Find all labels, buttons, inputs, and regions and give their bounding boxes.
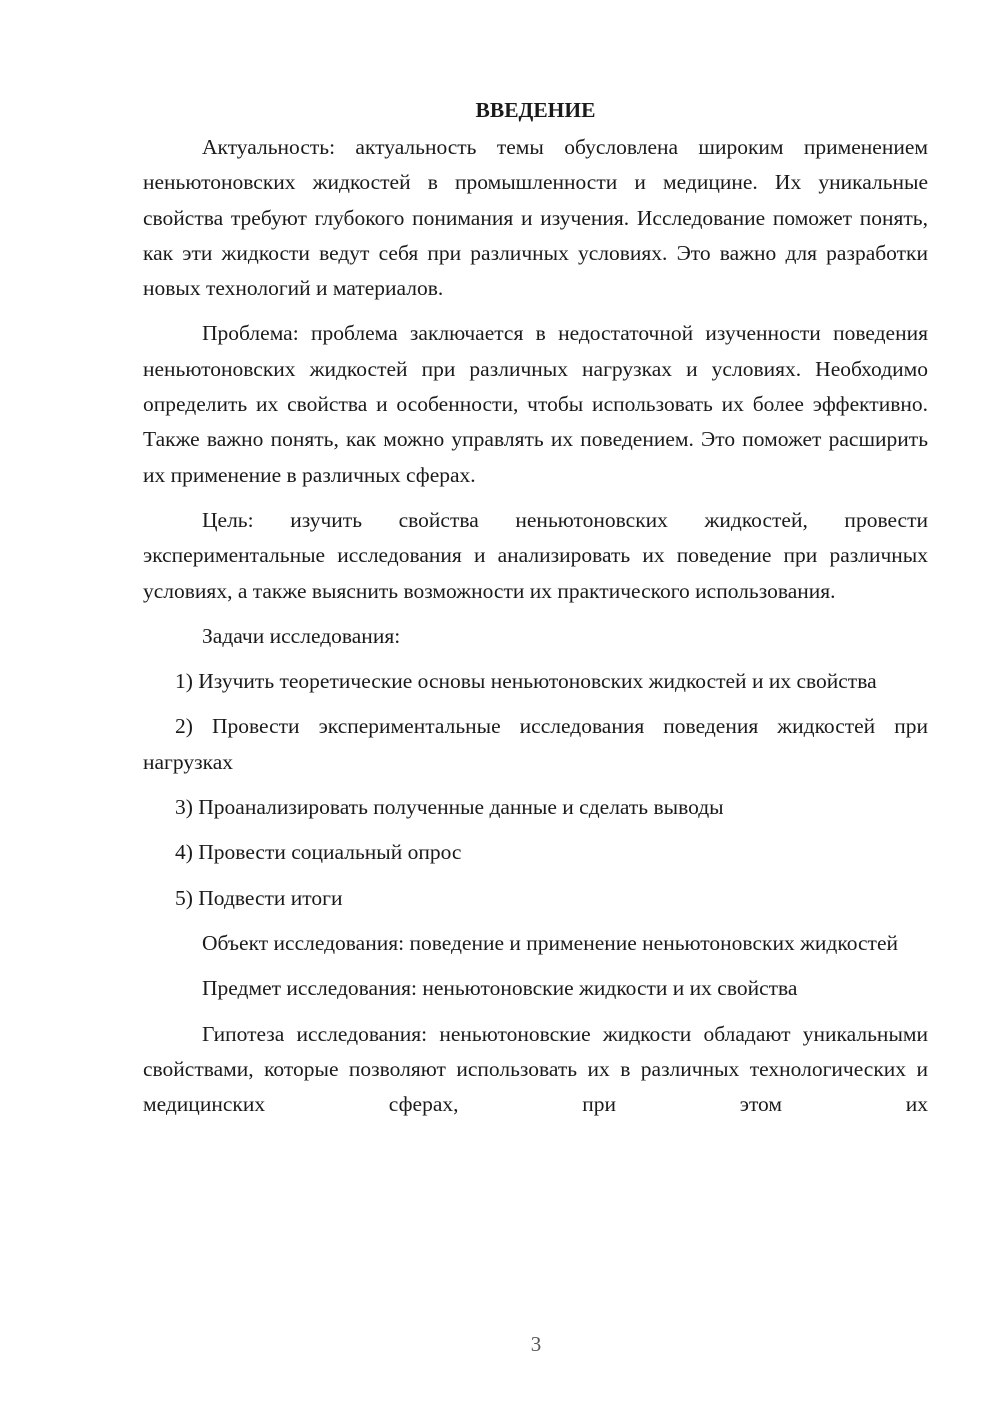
task-item-2: 2) Провести экспериментальные исследования поведения жидкостей при нагрузках [143, 714, 928, 774]
hypothesis-paragraph: Гипотеза исследования: неньютоновские жидкости обладают уникальными свойствами, которые позволяют использовать их в различных технологических и медицинских сферах, при этом их [143, 1021, 928, 1117]
task-item-4: 4) Провести социальный опрос [175, 840, 462, 865]
problem-paragraph: Проблема: проблема заключается в недостаточной изученности поведения неньютоновских жидкостей при различных нагрузках и условиях. Необходимо определить их свойства и особенности, чтобы использовать их более эффективно. Также важно понять, как можно управлять их поведением. Это поможет расширить их применение в различных сферах. [143, 321, 928, 487]
page-number: 3 [530, 1332, 542, 1356]
task-item-5: 5) Подвести итоги [175, 885, 343, 910]
document-page [143, 93, 928, 1122]
relevance-paragraph: Актуальность: актуальность темы обусловлена широким применением неньютоновских жидкостей в промышленности и медицине. Их уникальные свойства требуют глубокого понимания и изучения. Исследование поможет понять, как эти жидкости ведут себя при различных условиях. Это важно для разработки новых технологий и материалов. [143, 135, 928, 301]
task-item-1: 1) Изучить теоретические основы неньютоновских жидкостей и их свойства [175, 669, 877, 694]
goal-paragraph: Цель: изучить свойства неньютоновских жидкостей, провести экспериментальные исследования и анализировать их поведение при различных условиях, а также выяснить возможности их практического использования. [143, 507, 928, 603]
task-item-3: 3) Проанализировать полученные данные и сделать выводы [175, 795, 724, 820]
page-title: ВВЕДЕНИЕ [475, 98, 596, 122]
tasks-heading: Задачи исследования: [202, 623, 401, 648]
subject-paragraph: Предмет исследования: неньютоновские жидкости и их свойства [202, 976, 798, 1001]
object-paragraph: Объект исследования: поведение и применение неньютоновских жидкостей [202, 930, 898, 955]
